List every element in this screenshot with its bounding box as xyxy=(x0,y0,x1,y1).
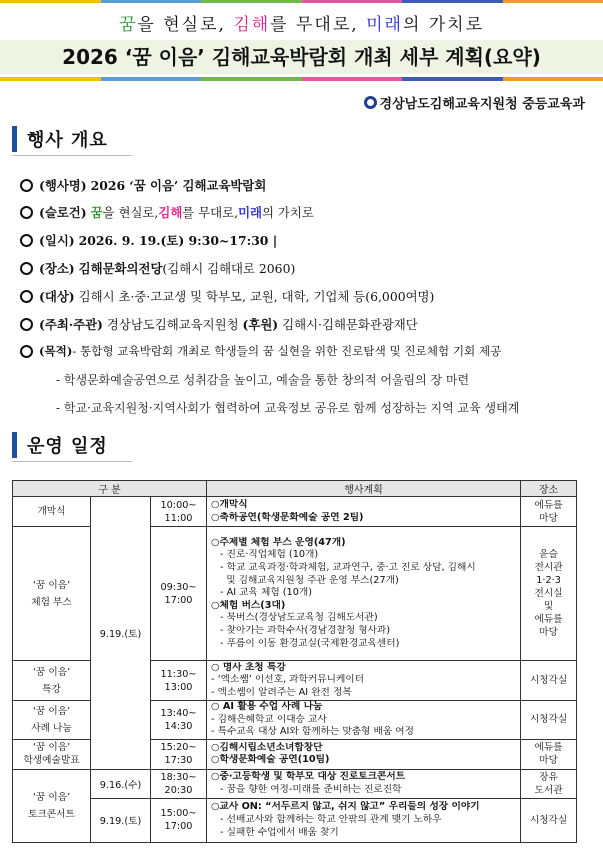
education-office-emblem-icon xyxy=(364,96,377,109)
top-color-stripe xyxy=(0,0,603,3)
section-heading-schedule: 운영 일정 xyxy=(12,431,108,459)
time-cell: 11:30~ 13:00 xyxy=(151,661,207,701)
date-cell: 9.16.(수) xyxy=(91,769,151,798)
place-cell: 윤슬 전시관 1·2·3 전시실 및 에듀를 마당 xyxy=(521,527,577,661)
plan-cell: ○교사 ON: “서두르지 않고, 쉬지 않고” 우리들의 성장 이야기 - 선배교사와 함께하는 학교 안팎의 관계 맺기 노하우 - 실패한 수업에서 배움 찾기 xyxy=(207,798,521,842)
header-category: 구 분 xyxy=(13,481,207,497)
place-cell: 에듀를 마당 xyxy=(521,497,577,527)
circle-bullet-icon xyxy=(20,206,33,219)
header-place: 장소 xyxy=(521,481,577,497)
slogan-banner: 꿈을 현실로, 김해를 무대로, 미래의 가치로 xyxy=(118,15,485,35)
overview-purpose: (목적) - 통합형 교육박람회 개최로 학생들의 꿈 실현을 위한 진로탐색 및 진로체험 기회 제공 xyxy=(20,343,501,359)
table-header-row xyxy=(13,481,577,497)
place-cell: 시청각실 xyxy=(521,661,577,701)
header-plan: 행사계획 xyxy=(207,481,521,497)
time-cell: 15:00~ 17:00 xyxy=(151,798,207,842)
plan-cell: ○주제별 체험 부스 운영(47개) - 진로·직업체험 (10개) - 학교 교육과정·학과체험, 교과연구, 중·고 진로 상담, 김해시 및 김해교육지원청 주관 운영 부스(27개) - AI 교육 체험 (10개) ○체험 버스(3대) - 북버스(경상남도교육청 김해도서관) - 찾아가는 과학수사(경남경찰청 형사과) - 푸름이 이동 환경교실(국제환경교육센터) xyxy=(207,527,521,661)
time-cell: 15:20~ 17:30 xyxy=(151,739,207,769)
category-cell: ‘꿈 이음’ 토크콘서트 xyxy=(13,769,91,842)
plan-cell: ○개막식 ○축하공연(학생문화예술 공연 2팀) xyxy=(207,497,521,527)
overview-venue: (장소) 김해문화의전당 (김해시 김해대로 2060) xyxy=(20,259,295,277)
table-row xyxy=(13,497,577,527)
title-color-stripe xyxy=(0,77,603,81)
time-cell: 13:40~ 14:30 xyxy=(151,701,207,740)
purpose-detail-1: - 학생문화예술공연으로 성취감을 높이고, 예술을 통한 창의적 어울림의 장 마련 xyxy=(56,373,470,387)
place-cell: 시청각실 xyxy=(521,798,577,842)
category-cell: ‘꿈 이음’ 특강 xyxy=(13,661,91,701)
category-cell: 개막식 xyxy=(13,497,91,527)
time-cell: 10:00~ 11:00 xyxy=(151,497,207,527)
plan-cell: ○ 명사 초청 특강 - ‘엑소쌤’ 이선호, 과학커뮤니케이터 - 엑소쌤이 알려주는 AI 완전 정복 xyxy=(207,661,521,701)
table-row xyxy=(13,798,577,842)
section-heading-overview: 행사 개요 xyxy=(12,125,108,153)
place-cell: 에듀를 마당 xyxy=(521,739,577,769)
overview-target: (대상) 김해시 초·중·고교생 및 학부모, 교원, 대학, 기업체 등(6,000여명) xyxy=(20,287,434,305)
divider xyxy=(12,155,132,156)
overview-date: (일시) 2026. 9. 19.(토) 9:30~17:30 | xyxy=(20,231,277,249)
category-cell: ‘꿈 이음’ 사례 나눔 xyxy=(13,701,91,740)
purpose-detail-2: - 학교·교육지원청·지역사회가 협력하여 교육정보 공유로 함께 성장하는 지역 교육 생태계 xyxy=(56,401,520,415)
overview-slogan: (슬로건) 꿈 을 현실로, 김해 를 무대로, 미래 의 가치로 xyxy=(20,203,314,221)
section-bar xyxy=(12,432,17,458)
plan-cell: ○ AI 활용 수업 사례 나눔 - 김해은혜학교 이대승 교사 - 특수교육 대상 AI와 함께하는 맞춤형 배움 여정 xyxy=(207,701,521,740)
plan-cell: ○중·고등학생 및 학부모 대상 진로토크콘서트 - 꿈을 향한 여정-미래를 준비하는 진로진학 xyxy=(207,769,521,798)
time-cell: 09:30~ 17:00 xyxy=(151,527,207,661)
circle-bullet-icon xyxy=(20,345,33,358)
circle-bullet-icon xyxy=(20,179,33,192)
place-cell: 시청각실 xyxy=(521,701,577,740)
divider xyxy=(12,461,132,462)
circle-bullet-icon xyxy=(20,262,33,275)
overview-host: (주최·주관) 경상남도김해교육지원청 (후원) 김해시·김해문화관광재단 xyxy=(20,315,418,333)
place-cell: 장유 도서관 xyxy=(521,769,577,798)
section-bar xyxy=(12,126,17,152)
category-cell: ‘꿈 이음’ 학생예술발표 xyxy=(13,739,91,769)
overview-event: (행사명) 2026 ‘꿈 이음’ 김해교육박람회 xyxy=(20,176,266,194)
category-cell: ‘꿈 이음’ 체험 부스 xyxy=(13,527,91,661)
circle-bullet-icon xyxy=(20,290,33,303)
organization-name: 경상남도김해교육지원청 중등교육과 xyxy=(364,93,585,112)
circle-bullet-icon xyxy=(20,234,33,247)
date-cell: 9.19.(토) xyxy=(91,798,151,842)
page-title: 2026 ‘꿈 이음’ 김해교육박람회 개최 세부 계획(요약) xyxy=(0,40,603,74)
table-row xyxy=(13,769,577,798)
schedule-table xyxy=(12,480,577,843)
circle-bullet-icon xyxy=(20,318,33,331)
plan-cell: ○김해시립소년소녀합창단 ○학생문화예술 공연(10팀) xyxy=(207,739,521,769)
date-cell: 9.19.(토) xyxy=(91,497,151,770)
time-cell: 18:30~ 20:30 xyxy=(151,769,207,798)
